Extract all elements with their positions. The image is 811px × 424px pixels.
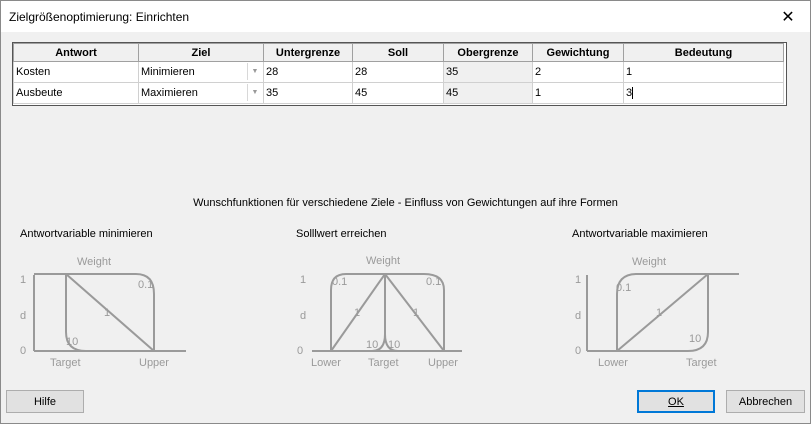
text-cursor (632, 87, 633, 99)
table-row (14, 62, 784, 83)
window-title: Zielgrößenoptimierung: Einrichten (9, 10, 190, 24)
cell-ziel-dropdown[interactable] (139, 83, 264, 104)
column-header-obergrenze: Obergrenze (444, 44, 533, 62)
cell-untergrenze[interactable]: 35 (264, 83, 353, 104)
cell-antwort: Kosten (14, 62, 139, 83)
response-grid (12, 42, 787, 106)
cell-ziel-dropdown[interactable] (139, 62, 264, 83)
x-tick-upper: Upper (428, 357, 458, 369)
weight-value-large: 10 (366, 339, 379, 351)
weight-value-one: 1 (413, 307, 420, 319)
bedeutung-value: 3 (626, 86, 633, 99)
y-tick-0: 0 (297, 345, 304, 357)
cell-gewichtung[interactable]: 1 (533, 83, 624, 104)
cell-soll[interactable]: 45 (353, 83, 444, 104)
close-icon[interactable]: ✕ (781, 8, 795, 26)
column-header-gewichtung: Gewichtung (533, 44, 624, 62)
d-axis-label: d (575, 310, 582, 322)
target-desirability-diagram (280, 250, 530, 375)
ziel-value: Maximieren (141, 87, 198, 99)
x-tick-lower: Lower (598, 357, 628, 369)
y-tick-1: 1 (300, 274, 307, 286)
weight-value-small: 0.1 (138, 279, 154, 291)
chevron-down-icon[interactable]: ▼ (247, 84, 262, 101)
y-tick-0: 0 (575, 345, 582, 357)
cell-obergrenze[interactable]: 45 (444, 83, 533, 104)
panel-label-minimize: Antwortvariable minimieren (20, 228, 153, 240)
column-header-antwort: Antwort (14, 44, 139, 62)
y-tick-1: 1 (20, 274, 27, 286)
cell-antwort: Ausbeute (14, 83, 139, 104)
y-tick-1: 1 (575, 274, 582, 286)
x-tick-target: Target (50, 357, 81, 369)
cell-obergrenze[interactable]: 35 (444, 62, 533, 83)
cell-soll[interactable]: 28 (353, 62, 444, 83)
help-button[interactable]: Hilfe (6, 390, 84, 413)
panel-label-target: Solllwert erreichen (296, 228, 387, 240)
weight-label: Weight (77, 256, 112, 268)
cancel-button[interactable]: Abbrechen (726, 390, 805, 413)
title-bar (1, 1, 810, 32)
weight-value-small: 0.1 (426, 276, 442, 288)
weight-label: Weight (632, 256, 667, 268)
cell-untergrenze[interactable]: 28 (264, 62, 353, 83)
x-tick-target: Target (368, 357, 399, 369)
column-header-bedeutung: Bedeutung (624, 44, 784, 62)
column-header-ziel: Ziel (139, 44, 264, 62)
weight-value-small: 0.1 (616, 282, 632, 294)
weight-label: Weight (366, 255, 401, 267)
grid-header-row (14, 44, 784, 62)
weight-value-large: 10 (66, 336, 79, 348)
d-axis-label: d (300, 310, 307, 322)
cell-gewichtung[interactable]: 2 (533, 62, 624, 83)
y-tick-0: 0 (20, 345, 27, 357)
table-row (14, 83, 784, 104)
illustration-subtitle: Wunschfunktionen für verschiedene Ziele - Einfluss von Gewichtungen auf ihre Formen (193, 197, 618, 209)
cell-bedeutung[interactable]: 1 (624, 62, 784, 83)
x-tick-target: Target (686, 357, 717, 369)
weight-value-large: 10 (388, 339, 401, 351)
ok-button-label: OK (668, 395, 684, 408)
weight-value-one: 1 (656, 307, 663, 319)
cell-bedeutung[interactable] (624, 83, 784, 104)
ok-button[interactable] (637, 390, 715, 413)
weight-value-one: 1 (104, 307, 111, 319)
ziel-value: Minimieren (141, 66, 195, 78)
x-tick-lower: Lower (311, 357, 341, 369)
column-header-soll: Soll (353, 44, 444, 62)
chevron-down-icon[interactable]: ▼ (247, 63, 262, 80)
d-axis-label: d (20, 310, 27, 322)
panel-label-maximize: Antwortvariable maximieren (572, 228, 708, 240)
x-tick-upper: Upper (139, 357, 169, 369)
minimize-desirability-diagram (0, 250, 260, 375)
maximize-desirability-diagram (555, 250, 805, 375)
column-header-untergrenze: Untergrenze (264, 44, 353, 62)
weight-value-small: 0.1 (332, 276, 348, 288)
weight-value-large: 10 (689, 333, 702, 345)
weight-value-one: 1 (354, 307, 361, 319)
